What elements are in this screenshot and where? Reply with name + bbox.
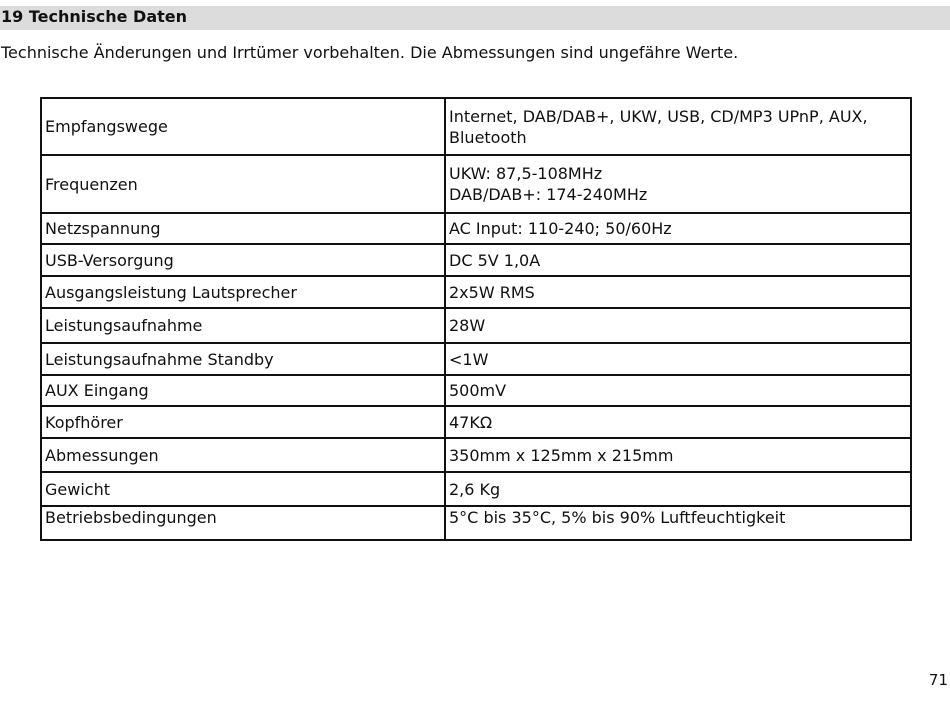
specs-table (40, 97, 912, 541)
spec-value-line: DAB/DAB+: 174-240MHz (449, 185, 648, 204)
spec-value: 28W (445, 308, 911, 343)
spec-value: AC Input: 110-240; 50/60Hz (445, 213, 911, 244)
spec-label: Kopfhörer (41, 406, 445, 438)
spec-value: 2x5W RMS (445, 276, 911, 308)
table-row (41, 375, 911, 406)
spec-value: 47KΩ (445, 406, 911, 438)
spec-label: Leistungsaufnahme (41, 308, 445, 343)
spec-label: Gewicht (41, 472, 445, 506)
spec-label: Abmessungen (41, 438, 445, 472)
spec-value: 2,6 Kg (445, 472, 911, 506)
spec-label: Netzspannung (41, 213, 445, 244)
section-heading: 19 Technische Daten (1, 7, 188, 26)
spec-label: Empfangswege (41, 98, 445, 155)
spec-value (445, 98, 911, 155)
table-row (41, 406, 911, 438)
spec-value: DC 5V 1,0A (445, 244, 911, 276)
spec-value-line: UKW: 87,5-108MHz (449, 164, 603, 183)
table-row (41, 98, 911, 155)
spec-label: Betriebsbedingungen (41, 506, 445, 540)
table-row (41, 213, 911, 244)
table-row (41, 244, 911, 276)
spec-value: 500mV (445, 375, 911, 406)
spec-value: <1W (445, 343, 911, 375)
table-row (41, 308, 911, 343)
spec-value (445, 155, 911, 213)
table-row (41, 343, 911, 375)
table-row (41, 276, 911, 308)
spec-label: Frequenzen (41, 155, 445, 213)
table-row (41, 472, 911, 506)
spec-label: Leistungsaufnahme Standby (41, 343, 445, 375)
table-row (41, 438, 911, 472)
spec-label: AUX Eingang (41, 375, 445, 406)
page-number: 71 (928, 671, 948, 689)
intro-text: Technische Änderungen und Irrtümer vorbehalten. Die Abmessungen sind ungefähre Werte. (1, 43, 739, 62)
table-row (41, 155, 911, 213)
table-row (41, 506, 911, 540)
spec-value-line: Internet, DAB/DAB+, UKW, USB, CD/MP3 UPnP, AUX, (449, 106, 868, 126)
spec-value-line: Bluetooth (449, 127, 527, 147)
spec-label: USB-Versorgung (41, 244, 445, 276)
spec-value: 350mm x 125mm x 215mm (445, 438, 911, 472)
spec-value: 5°C bis 35°C, 5% bis 90% Luftfeuchtigkeit (445, 506, 911, 540)
spec-label: Ausgangsleistung Lautsprecher (41, 276, 445, 308)
